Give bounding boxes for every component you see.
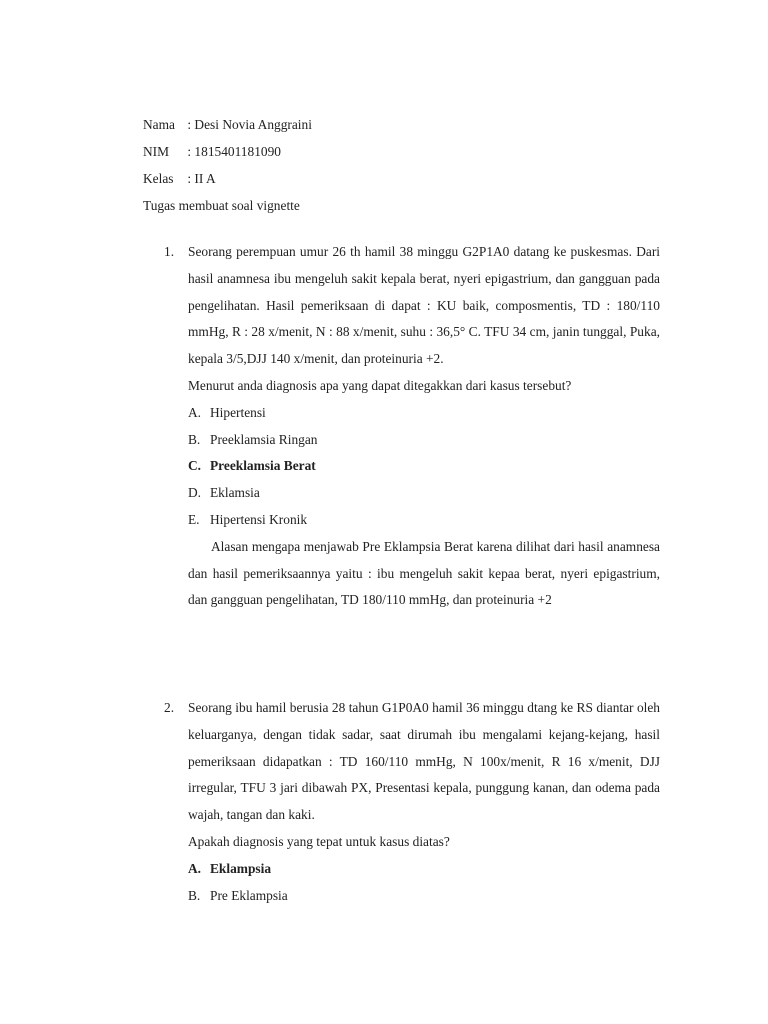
option-letter: A. (188, 860, 202, 876)
nim-label: NIM (143, 144, 170, 159)
name-label: Nama (143, 117, 175, 132)
answer-options (188, 856, 660, 910)
option-text: Preeklamsia Ringan (210, 431, 318, 447)
task-title: Tugas membuat soal vignette (143, 198, 300, 213)
question-text: Seorang ibu hamil berusia 28 tahun G1P0A0 hamil 36 minggu dtang ke RS diantar oleh keluarganya, dengan tidak sadar, saat dirumah ibu mengalami kejang-kejang, hasil pemeriksaan didapatkan : TD 160/110 mmHg, N 100x/menit, R 16 x/menit, DJJ irregular, TFU 3 jari dibawah PX, Presentasi kepala, punggung kanan, dan odema pada wajah, tangan dan kaki. (188, 700, 660, 823)
option-text: Eklampsia (210, 860, 272, 876)
option-letter: D. (188, 485, 202, 501)
question-prompt: Apakah diagnosis yang tepat untuk kasus diatas? (188, 833, 450, 849)
class-row (143, 165, 312, 192)
question-text: Seorang perempuan umur 26 th hamil 38 minggu G2P1A0 datang ke puskesmas. Dari hasil anamnesa ibu mengeluh sakit kepala berat, nyeri epigastrium, dan gangguan pada pengelihatan. Hasil pemeriksaan di dapat : KU baik, composmentis, TD : 180/110 mmHg, R : 28 x/menit, N : 88 x/menit, suhu : 36,5° C. TFU 34 cm, janin tunggal, Puka, kepala 3/5,DJJ 140 x/menit, dan proteinuria +2. (188, 244, 660, 367)
student-header (143, 111, 312, 219)
option-a-correct (188, 856, 660, 883)
nim-value: : 1815401181090 (187, 144, 281, 159)
name-row (143, 111, 312, 138)
option-letter: E. (188, 511, 200, 527)
option-letter: B. (188, 887, 201, 903)
question-body (188, 239, 660, 614)
answer-options (188, 400, 660, 534)
option-a (188, 400, 660, 427)
option-letter: C. (188, 458, 202, 474)
option-e (188, 507, 660, 534)
question-2 (164, 695, 660, 909)
question-number: 2. (164, 700, 175, 715)
option-text: Pre Eklampsia (210, 887, 288, 903)
option-d (188, 480, 660, 507)
option-text: Eklamsia (210, 485, 260, 501)
class-label: Kelas (143, 171, 174, 186)
option-text: Hipertensi (210, 404, 266, 420)
question-body (188, 695, 660, 909)
question-prompt: Menurut anda diagnosis apa yang dapat ditegakkan dari kasus tersebut? (188, 377, 572, 393)
option-b (188, 427, 660, 454)
option-letter: A. (188, 404, 202, 420)
answer-reason: Alasan mengapa menjawab Pre Eklampsia Berat karena dilihat dari hasil anamnesa dan hasil pemeriksaannya yaitu : ibu mengeluh sakit kepaa berat, nyeri epigastrium, dan gangguan pengelihatan, TD 180/110 mmHg, dan proteinuria +2 (188, 538, 660, 608)
option-text: Preeklamsia Berat (210, 458, 316, 474)
question-1 (164, 239, 660, 614)
question-number: 1. (164, 244, 175, 259)
option-letter: B. (188, 431, 201, 447)
nim-row (143, 138, 312, 165)
option-b (188, 883, 660, 910)
name-value: : Desi Novia Anggraini (187, 117, 312, 132)
class-value: : II A (187, 171, 216, 186)
option-c-correct (188, 453, 660, 480)
option-text: Hipertensi Kronik (210, 511, 308, 527)
